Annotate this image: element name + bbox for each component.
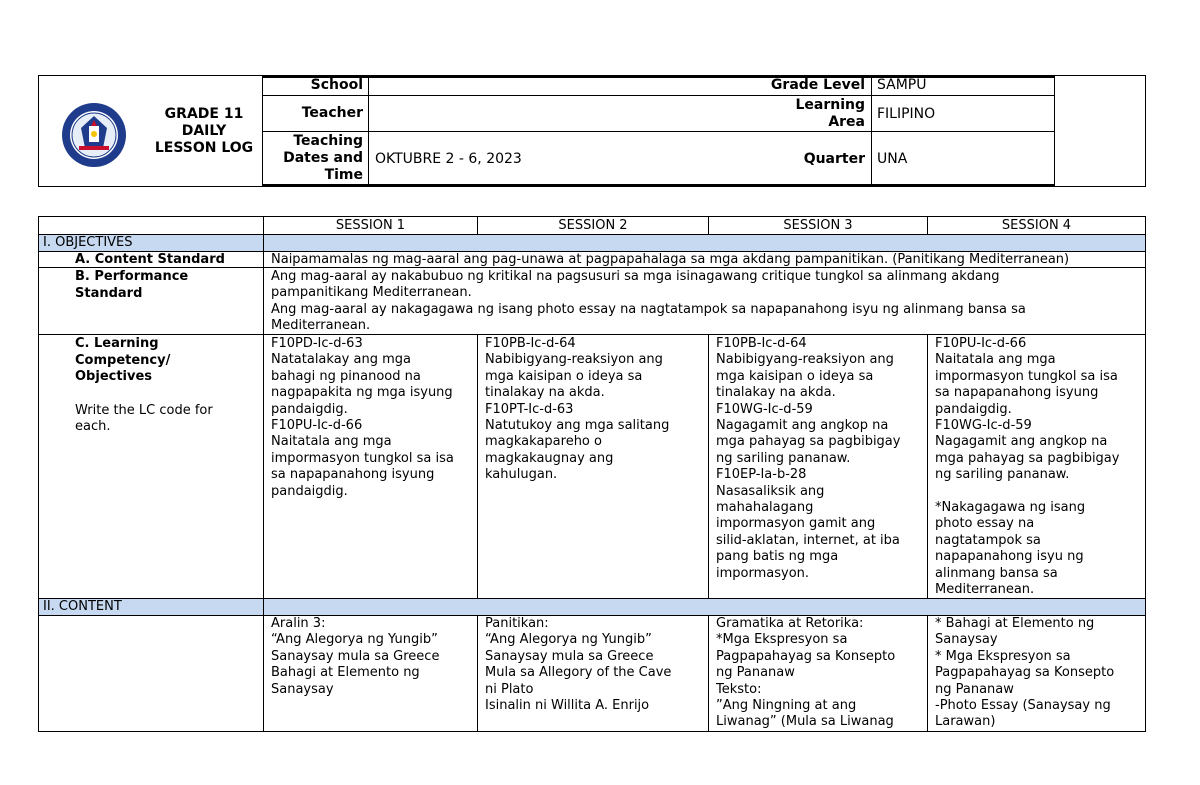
session-header: SESSION 2 xyxy=(558,218,628,233)
content-standard-text: Naipamamalas ng mag-aaral ang pag-unawa at pagpapahalaga sa mga akdang pampanitikan. (Panitikang Mediterranean) xyxy=(271,252,1070,267)
content-session-3: Gramatika at Retorika: *Mga Ekspresyon sa Pagpapahayag sa Konsepto ng Pananaw Teksto: ”Ang Ningning at ang Liwanag” (Mula sa Liwanag xyxy=(716,616,896,730)
dates-field[interactable]: OKTUBRE 2 - 6, 2023 xyxy=(375,151,522,167)
competency-session-2: F10PB-Ic-d-64 Nabibigyang-reaksiyon ang mga kaisipan o ideya sa tinalakay na akda. F10PT-Ic-d-63 Natutukoy ang mga salitang magkakapareho o magkakaugnay ang kahulugan. xyxy=(485,336,670,483)
divider xyxy=(262,131,1054,132)
competency-note: Write the LC code for each. xyxy=(75,403,213,435)
title-line: DAILY xyxy=(181,123,227,139)
title-line: GRADE 11 xyxy=(164,106,244,122)
document-title xyxy=(149,106,259,157)
deped-seal-icon xyxy=(61,102,127,168)
content-heading: II. CONTENT xyxy=(43,599,122,614)
competency-session-3: F10PB-Ic-d-64 Nabibigyang-reaksiyon ang mga kaisipan o ideya sa tinalakay na akda. F10WG-Ic-d-59 Nagagamit ang angkop na mga pahayag sa pagbibigay ng sariling pananaw. F10EP-Ia-b-28 Nasasaliksik ang mahahalagang impormasyon gamit ang silid-aklatan, internet, at iba pang batis ng mga impormasyon. xyxy=(716,336,901,581)
lesson-log-table xyxy=(38,216,1146,732)
divider xyxy=(1054,76,1055,186)
session-header: SESSION 1 xyxy=(335,218,406,233)
competency-session-4: F10PU-Ic-d-66 Naitatala ang mga impormasyon tungkol sa isa sa napapanahong isyung pandaigdig. F10WG-Ic-d-59 Nagagamit ang angkop na mga pahayag sa pagbibigay ng sariling pananaw. *Nakagagawa ng isang photo essay na nagtatampok sa napapanahong isyu ng alinmang bansa sa Mediterranean. xyxy=(935,336,1120,598)
session-header: SESSION 4 xyxy=(1001,218,1072,233)
learning-area-field[interactable]: FILIPINO xyxy=(877,106,936,122)
divider xyxy=(262,184,1054,187)
grade-level-label: Grade Level xyxy=(770,77,865,93)
content-standard-label: A. Content Standard xyxy=(75,252,225,267)
quarter-field[interactable]: UNA xyxy=(877,151,908,167)
competency-session-1: F10PD-Ic-d-63 Natatalakay ang mga bahagi ng pinanood na nagpapakita ng mga isyung pandaigdig. F10PU-Ic-d-66 Naitatala ang mga impormasyon tungkol sa isa sa napapanahong isyung pandaigdig. xyxy=(271,336,454,499)
content-session-4: * Bahagi at Elemento ng Sanaysay * Mga Ekspresyon sa Pagpapahayag sa Konsepto ng Pananaw -Photo Essay (Sanaysay ng Larawan) xyxy=(935,616,1115,730)
lesson-log-header xyxy=(38,75,1146,187)
content-session-2: Panitikan: “Ang Alegorya ng Yungib” Sanaysay mula sa Greece Mula sa Allegory of the Cave ni Plato Isinalin ni Willita A. Enrijo xyxy=(485,616,672,714)
grade-level-field[interactable]: SAMPU xyxy=(877,77,927,93)
dates-label: Teaching Dates and Time xyxy=(283,133,363,183)
performance-standard-label: B. Performance Standard xyxy=(75,269,189,301)
objectives-heading: I. OBJECTIVES xyxy=(43,235,133,250)
learning-area-label: Learning Area xyxy=(795,97,865,130)
performance-standard-text: Ang mag-aaral ay nakabubuo ng kritikal na pagsusuri sa mga isinagawang critique tungkol sa alinmang akdang pampanitikang Mediterranean. Ang mag-aaral ay nakagagawa ng isang photo essay na nagtatampok sa napapanahong isyu ng alinmang bansa sa Mediterranean. xyxy=(271,269,1026,334)
content-session-1: Aralin 3: “Ang Alegorya ng Yungib” Sanaysay mula sa Greece Bahagi at Elemento ng Sanaysay xyxy=(271,616,440,697)
teacher-label: Teacher xyxy=(301,105,363,121)
quarter-label: Quarter xyxy=(803,151,865,167)
school-label: School xyxy=(310,77,363,93)
competency-label: C. Learning Competency/ Objectives xyxy=(75,336,171,384)
title-line: LESSON LOG xyxy=(154,140,254,156)
divider xyxy=(262,95,1054,96)
session-header: SESSION 3 xyxy=(783,218,853,233)
